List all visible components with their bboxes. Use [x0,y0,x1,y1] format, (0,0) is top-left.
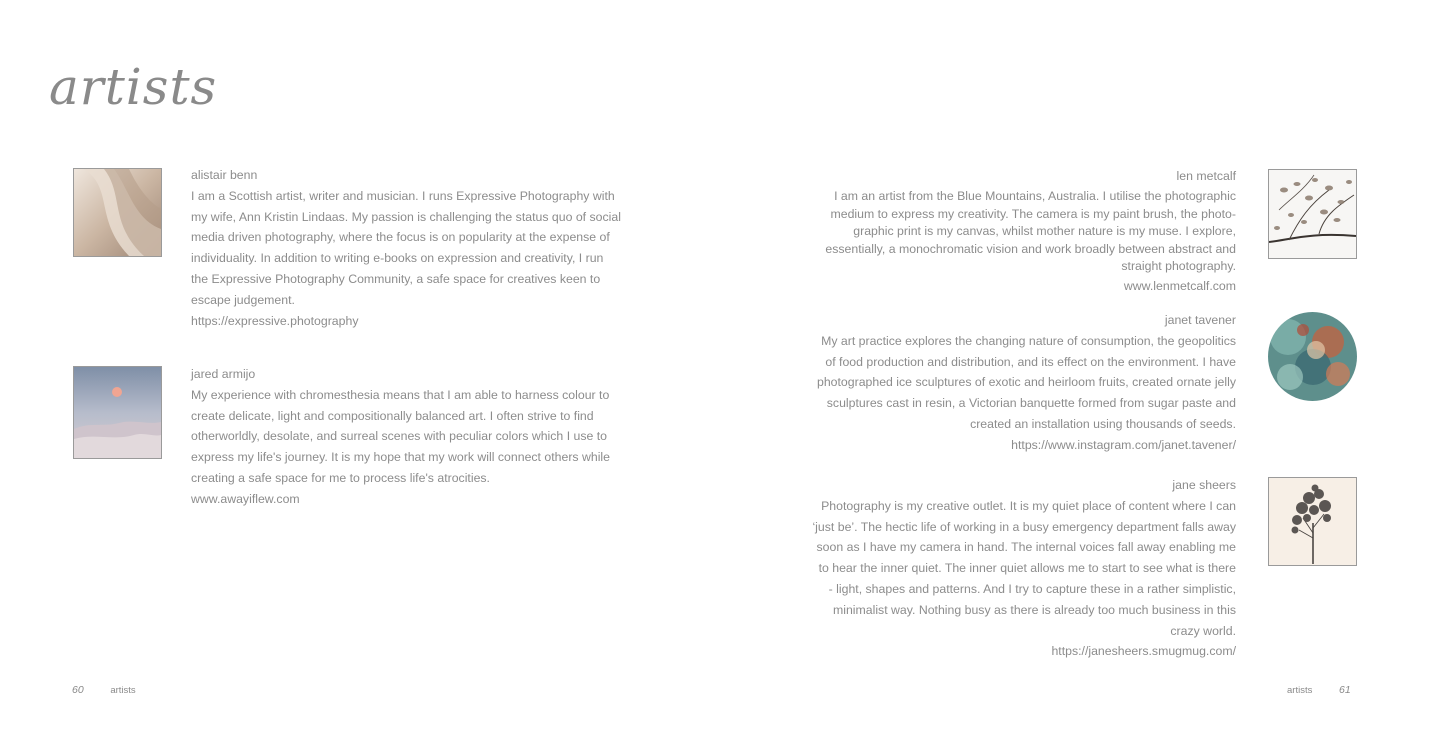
footer-left [72,684,136,696]
artist-entry-len-metcalf [786,168,1236,296]
bio-line: My art practice explores the changing nature of consumption, the geopolitics [821,333,1236,348]
dune-abstract-image [74,169,161,256]
page-number: 60 [72,684,84,696]
footer-section-label: artists [110,685,136,696]
bio-line: minimalist way. Nothing busy as there is already too much business in this [832,602,1236,617]
page-title: artists [49,58,218,116]
ice-fruit-image [1268,312,1357,401]
artist-name: jane sheers [1172,478,1236,492]
artist-name: alistair benn [191,168,258,182]
artist-name: jared armijo [191,367,256,381]
bio-line: create delicate, light and compositionally balanced art. I often strive to find [191,408,594,423]
bio-line: otherworldly, desolate, and surreal scenes with peculiar colors which I use to [191,429,608,444]
footer-section-label: artists [1287,685,1313,696]
bio-line: straight photography. [1121,259,1236,274]
bio-line: individuality. In addition to writing e-books on expression and creativity, I run [191,251,604,266]
lone-tree-image [1269,478,1356,565]
bio-line: - light, shapes and patterns. And I try to capture these in a rather simplistic, [828,581,1236,596]
artist-name: len metcalf [1176,169,1236,183]
thumbnail-jared-armijo [73,366,162,459]
bio-line: escape judgement. [191,292,295,307]
bio-line: crazy world. [1170,623,1236,638]
artist-entry-alistair-benn [191,165,631,331]
bio-line: I am a Scottish artist, writer and musician. I runs Expressive Photography with [191,188,615,203]
thumbnail-len-metcalf [1268,169,1357,259]
bio-line: creating a safe space for me to process life's atrocities. [191,470,490,485]
bio-line: the Expressive Photography Community, a safe space for creatives keen to [191,271,601,286]
bio-line: media driven photography, where the focus is on popularity at the expense of [191,230,610,245]
artist-url-link[interactable]: https://janesheers.smugmug.com/ [1051,644,1236,659]
artist-url-link[interactable]: https://expressive.photography [191,313,359,328]
bio-line: sculptures cast in resin, a Victorian banquette formed from sugar paste and [826,396,1236,411]
thumbnail-janet-tavener [1268,312,1357,401]
bio-line: essentially, a monochromatic vision and work broadly between abstract and [825,241,1236,256]
bio-line: graphic print is my canvas, whilst mother nature is my muse. I explore, [853,224,1236,239]
bio-line: my wife, Ann Kristin Lindaas. My passion is challenging the status quo of social [191,209,621,224]
artist-entry-janet-tavener [786,310,1236,456]
artist-url-link[interactable]: www.awayiflew.com [191,491,300,506]
bio-line: of food production and distribution, and its effect on the environment. I have [825,354,1236,369]
artist-name: janet tavener [1164,313,1236,327]
bio-line: created an installation using thousands of seeds. [970,416,1236,431]
desert-moon-image [74,367,161,458]
bio-line: medium to express my creativity. The camera is my paint brush, the photo- [830,206,1236,221]
thumbnail-jane-sheers [1268,477,1357,566]
branches-mono-image [1269,170,1356,258]
bio-line: I am an artist from the Blue Mountains, Australia. I utilise the photographic [834,189,1236,204]
bio-line: Photography is my creative outlet. It is my quiet place of content where I can [821,498,1236,513]
bio-line: photographed ice sculptures of exotic and heirloom fruits, created ornate jelly [816,375,1236,390]
bio-line: My experience with chromesthesia means that I am able to harness colour to [191,387,610,402]
bio-line: soon as I have my camera in hand. The internal voices fall away enabling me [816,540,1236,555]
bio-line: express my life's journey. It is my hope that my work will connect others while [191,450,611,465]
thumbnail-alistair-benn [73,168,162,257]
page-number: 61 [1338,684,1351,696]
bio-line: to hear the inner quiet. The inner quiet allows me to start to see what is there [818,561,1236,576]
footer-right [1287,684,1351,696]
artist-url-link[interactable]: https://www.instagram.com/janet.tavener/ [1011,437,1236,452]
bio-line: ‘just be’. The hectic life of working in a busy emergency department falls away [812,519,1236,534]
artist-url-link[interactable]: www.lenmetcalf.com [1123,279,1236,294]
artist-entry-jane-sheers [786,475,1236,662]
artist-entry-jared-armijo [191,364,631,510]
